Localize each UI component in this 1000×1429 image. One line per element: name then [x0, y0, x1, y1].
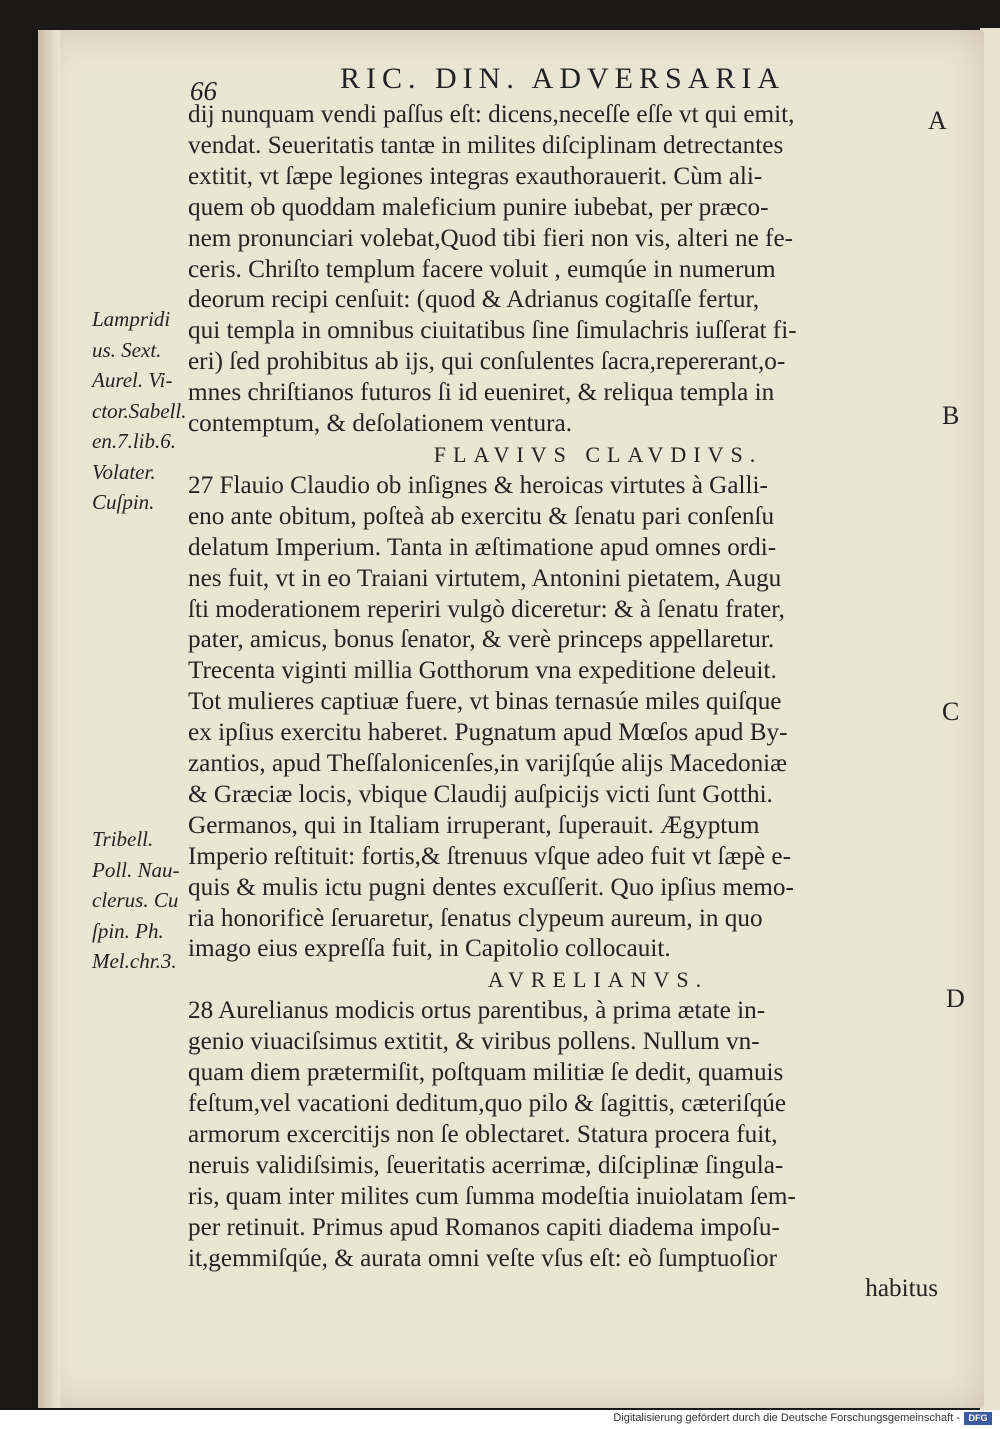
- margin-line: Tribell.: [92, 827, 154, 851]
- text-line: 27 Flauio Claudio ob inſignes & heroicas virtutes à Galli-: [188, 471, 768, 499]
- text-line: eri) ſed prohibitus ab ijs, qui conſulentes ſacra,repererant,o-: [188, 348, 786, 376]
- text-line: it,gemmiſqúe, & aurata omni veſte vſus eſt: eò ſumptuoſior: [188, 1244, 777, 1272]
- text-line: mnes chriſtianos futuros ſi id eueniret, & reliqua templa in: [188, 379, 775, 407]
- section-letter-c: C: [942, 697, 960, 726]
- text-line: per retinuit. Primus apud Romanos capiti diadema impoſu-: [188, 1213, 780, 1241]
- text-line: ſti moderationem reperiri vulgò diceretur: & à ſenatu frater,: [188, 595, 785, 623]
- text-line: dij nunquam vendi paſſus eſt: dicens,neceſſe eſſe vt qui emit,: [188, 101, 795, 128]
- section-letter-a: A: [928, 106, 947, 135]
- dfg-logo-icon: DFG: [964, 1412, 992, 1425]
- section-heading-aurelianus: AVRELIANVS.: [487, 967, 709, 993]
- digitization-footer: [0, 1410, 1000, 1429]
- section-heading-claudius: FLAVIVS CLAVDIVS.: [433, 441, 763, 467]
- text-line: deorum recipi cenſuit: (quod & Adrianus cogitaſſe fertur,: [188, 286, 760, 314]
- text-line: & Græciæ locis, vbique Claudij auſpicijs victi ſunt Gotthi.: [188, 780, 773, 808]
- text-line: ceris. Chriſto templum facere voluit , eumqúe in numerum: [188, 255, 776, 283]
- marginal-note-sources-1: [92, 304, 212, 518]
- funding-notice: Digitalisierung gefördert durch die Deutsche Forschungsgemeinschaft -: [613, 1412, 960, 1424]
- text-line: ria honorificè ſeruaretur, ſenatus clypeum aureum, in quo: [188, 904, 763, 932]
- margin-line: Cuſpin.: [92, 490, 155, 514]
- main-text-block: [188, 100, 948, 1305]
- running-title: RIC. DIN. ADVERSARIA: [340, 62, 786, 95]
- page-number: 66: [190, 76, 217, 106]
- text-line: imago eius expreſſa fuit, in Capitolio collocauit.: [188, 935, 671, 963]
- marginal-note-sources-2: [92, 824, 212, 977]
- text-line: Tot mulieres captiuæ fuere, vt binas ternasúe miles quiſque: [188, 688, 782, 716]
- margin-line: Aurel. Vi-: [92, 368, 173, 392]
- text-line: nem pronunciari volebat,Quod tibi fieri non vis, alteri ne fe-: [188, 224, 794, 252]
- text-line: quam diem prætermiſit, poſtquam militiæ ſe dedit, quamuis: [188, 1059, 784, 1087]
- section-letter-b: B: [942, 401, 960, 430]
- text-line: armorum excercitijs non ſe oblectaret. Statura procera fuit,: [188, 1120, 778, 1148]
- text-line: quis & mulis ictu pugni dentes excuſſerit. Quo ipſius memo-: [188, 873, 794, 901]
- text-line: ris, quam inter milites cum ſumma modeſtia inuiolatam ſem-: [188, 1182, 796, 1210]
- text-line: contemptum, & deſolationem ventura.: [188, 410, 573, 438]
- text-line: neruis validiſsimis, ſeueritatis acerrimæ, diſciplinæ ſingula-: [188, 1151, 784, 1179]
- text-line: qui templa in omnibus ciuitatibus ſine ſimulachris iuſſerat fi-: [188, 317, 797, 345]
- margin-line: Volater.: [92, 459, 156, 484]
- text-line: ex ipſius exercitu haberet. Pugnatum apud Mœſos apud By-: [188, 719, 788, 747]
- text-line: genio viuaciſsimus extitit, & viribus pollens. Nullum vn-: [188, 1028, 760, 1056]
- text-line: nes fuit, vt in eo Traiani virtutem, Antonini pietatem, Augu: [188, 564, 782, 592]
- margin-line: us. Sext.: [92, 337, 162, 362]
- text-line: vendat. Seueritatis tantæ in milites diſciplinam detrectantes: [188, 131, 784, 159]
- page-gutter: [38, 30, 60, 1408]
- text-line: 28 Aurelianus modicis ortus parentibus, à prima ætate in-: [188, 997, 766, 1025]
- text-line: extitit, vt ſæpe legiones integras exauthorauerit. Cùm ali-: [188, 162, 763, 190]
- section-letter-d: D: [946, 984, 965, 1013]
- text-line: pater, amicus, bonus ſenator, & verè princeps appellaretur.: [188, 626, 775, 654]
- text-line: feſtum,vel vacationi deditum,quo pilo & ſagittis, cæteriſqúe: [188, 1090, 787, 1117]
- margin-line: clerus. Cu: [92, 888, 179, 912]
- text-line: Trecenta viginti millia Gotthorum vna expeditione deleuit.: [188, 657, 777, 685]
- text-line: quem ob quoddam maleficium punire iubebat, per præco-: [188, 193, 769, 221]
- text-line: eno ante obitum, poſteà ab exercitu & ſenatu pari conſenſu: [188, 502, 775, 530]
- margin-line: Lampridi: [92, 307, 171, 331]
- margin-line: Mel.chr.3.: [92, 949, 177, 973]
- text-line: Germanos, qui in Italiam irruperant, ſuperauit. Ægyptum: [188, 811, 760, 839]
- margin-line: ſpin. Ph.: [92, 918, 164, 943]
- text-line: Imperio reſtituit: fortis,& ſtrenuus vſque adeo fuit vt ſæpè e-: [188, 842, 791, 870]
- catchword: habitus: [865, 1275, 938, 1303]
- text-line: zantios, apud Theſſalonicenſes,in varijſqúe alijs Macedoniæ: [188, 750, 787, 778]
- margin-line: en.7.lib.6.: [92, 429, 176, 453]
- margin-line: ctor.Sabell.: [92, 398, 187, 423]
- text-line: delatum Imperium. Tanta in æſtimatione apud omnes ordi-: [188, 533, 777, 561]
- margin-line: Poll. Nau-: [92, 857, 180, 882]
